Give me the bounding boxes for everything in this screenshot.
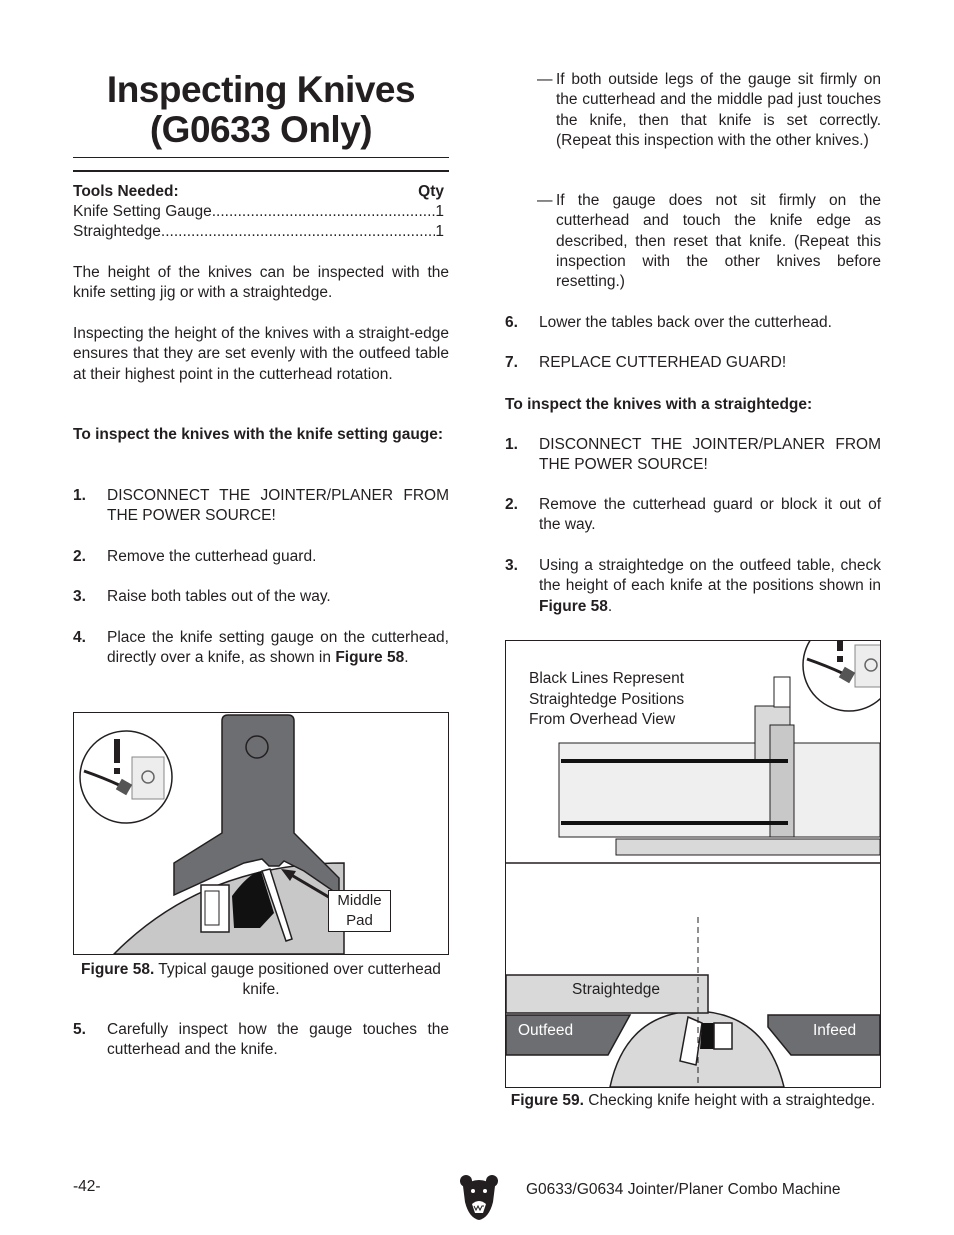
tools-list xyxy=(73,202,444,243)
gauge-step xyxy=(73,628,449,669)
step-number: 5. xyxy=(73,1021,86,1038)
step-number: 4. xyxy=(73,629,86,646)
gauge-step xyxy=(73,547,449,567)
note-line: From Overhead View xyxy=(529,711,676,728)
step-number: 6. xyxy=(505,314,518,331)
step-text: Remove the cutterhead guard or block it out of the way. xyxy=(539,496,881,534)
step-number: 2. xyxy=(73,548,86,565)
step-number: 3. xyxy=(73,588,86,605)
result-item xyxy=(537,191,881,292)
caption-label: Figure 59. xyxy=(510,1092,584,1109)
middle-pad-callout xyxy=(328,890,391,932)
step-text: Place the knife setting gauge on the cutterhead, directly over a knife, as shown in Figure 58. xyxy=(107,629,449,667)
gauge-step xyxy=(505,313,881,333)
step-text: REPLACE CUTTERHEAD GUARD! xyxy=(539,354,787,371)
step-text: Raise both tables out of the way. xyxy=(107,588,331,605)
gauge-step xyxy=(73,587,449,607)
result-text: If both outside legs of the gauge sit firmly on the cutterhead and the middle pad just touches the knife, then that knife is set correctly. (Repeat this inspection with the other knives.) xyxy=(556,71,881,149)
dash-marker: — xyxy=(537,192,553,209)
figure-reference: Figure 58 xyxy=(539,597,608,615)
tools-item-qty: 1 xyxy=(435,203,444,220)
figure-59 xyxy=(505,640,881,1088)
tools-item-name: Straightedge xyxy=(73,223,161,241)
callout-line: Pad xyxy=(346,912,373,929)
caption-text: Typical gauge positioned over cutterhead knife. xyxy=(158,961,441,999)
title-rule-thin xyxy=(73,157,449,158)
figure-58 xyxy=(73,712,449,955)
step-text: Carefully inspect how the gauge touches the cutterhead and the knife. xyxy=(107,1021,449,1059)
step-number: 1. xyxy=(73,487,86,504)
straightedge-heading: To inspect the knives with a straightedge: xyxy=(505,396,813,413)
figure-58-illustration xyxy=(74,713,448,954)
step-number: 2. xyxy=(505,496,518,513)
straightedge-step xyxy=(505,495,881,536)
gauge-heading: To inspect the knives with the knife setting gauge: xyxy=(73,426,444,443)
straightedge-label: Straightedge xyxy=(572,981,660,998)
gauge-step xyxy=(505,353,881,373)
page-title xyxy=(73,70,449,150)
step-text: DISCONNECT THE JOINTER/PLANER FROM THE POWER SOURCE! xyxy=(107,487,449,525)
step-text: Remove the cutterhead guard. xyxy=(107,548,317,565)
callout-line: Middle xyxy=(337,892,382,909)
caption-label: Figure 58. xyxy=(81,961,155,978)
tools-header-label: Tools Needed: xyxy=(73,183,179,200)
step-text: Lower the tables back over the cutterhead. xyxy=(539,314,832,331)
step-number: 3. xyxy=(505,557,518,574)
dash-marker: — xyxy=(537,71,553,88)
note-line: Straightedge Positions xyxy=(529,690,685,708)
page-title-line1: Inspecting Knives xyxy=(106,69,416,110)
result-item xyxy=(537,70,881,151)
note-line: Black Lines Represent xyxy=(529,670,685,687)
step-text: Using a straightedge on the outfeed table, check the height of each knife at the positions shown in Figure 58. xyxy=(539,557,881,615)
intro-paragraph: The height of the knives can be inspected with the knife setting jig or with a straightedge. xyxy=(73,264,449,302)
straightedge-step xyxy=(505,556,881,617)
page-title-line2: (G0633 Only) xyxy=(149,109,373,150)
tools-header xyxy=(73,182,444,202)
tools-needed-table xyxy=(73,182,444,202)
gauge-step xyxy=(73,486,449,527)
figure-59-caption xyxy=(505,1091,881,1111)
straightedge-positions-note xyxy=(529,669,684,731)
step-number: 7. xyxy=(505,354,518,371)
figure-58-caption xyxy=(73,960,449,1001)
tools-item-name: Knife Setting Gauge xyxy=(73,203,212,220)
caption-text: Checking knife height with a straightedge. xyxy=(588,1092,876,1109)
manual-title: G0633/G0634 Jointer/Planer Combo Machine xyxy=(526,1181,841,1198)
tools-header-qty: Qty xyxy=(418,183,444,200)
page-number: -42- xyxy=(73,1178,101,1195)
bear-logo-icon xyxy=(459,1172,499,1222)
tools-item xyxy=(73,222,444,242)
result-text: If the gauge does not sit firmly on the cutterhead and touch the knife edge as described, then reset that knife. (Repeat this inspection with the other knives before resetting.) xyxy=(556,192,881,291)
figure-reference: Figure 58 xyxy=(335,649,405,667)
intro-paragraph: Inspecting the height of the knives with a straight-edge ensures that they are set evenly with the outfeed table at their highest point in the cutterhead rotation. xyxy=(73,325,449,383)
tools-item xyxy=(73,202,444,222)
title-rule-thick xyxy=(73,170,449,172)
step-number: 1. xyxy=(505,436,518,453)
infeed-label: Infeed xyxy=(813,1022,857,1039)
straightedge-step xyxy=(505,435,881,476)
gauge-step xyxy=(73,1020,449,1061)
step-text: DISCONNECT THE JOINTER/PLANER FROM THE POWER SOURCE! xyxy=(539,436,881,474)
outfeed-label: Outfeed xyxy=(518,1022,574,1039)
tools-item-qty: 1 xyxy=(435,223,444,241)
